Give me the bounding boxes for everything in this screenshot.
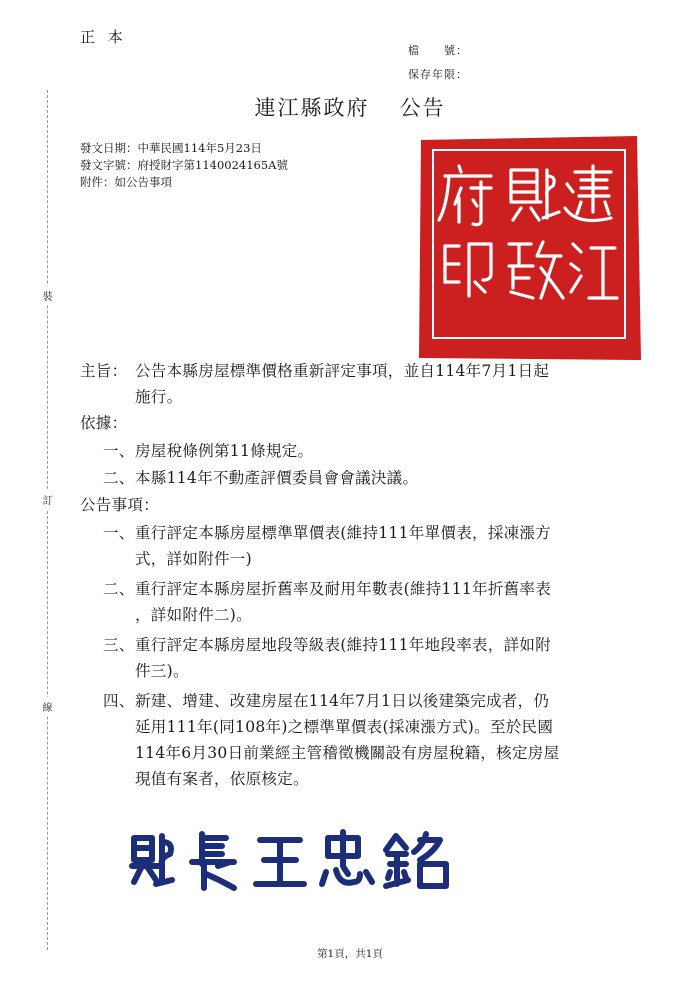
binding-mark: 裝 [41,286,54,305]
official-seal-stamp [415,132,643,364]
announcement-item-line: 件三)。 [135,662,189,680]
subject-label: 主旨： [80,362,128,380]
basis-item-text: 本縣114年不動產評價委員會會議決議。 [135,469,419,487]
binding-mark: 訂 [41,490,54,509]
basis-item-number: 二、 [103,469,135,487]
agency-name: 連江縣政府 [254,96,370,120]
page-number: 第1頁，共1頁 [317,948,383,960]
binding-mark: 線 [41,697,54,716]
announcement-item-number: 一、 [103,524,135,542]
announcement-item-line: 114年6月30日前業經主管稽徵機關設有房屋稅籍，核定房屋 [135,744,560,762]
announcement-item-line: ，詳如附件二)。 [135,606,252,624]
subject-line: 公告本縣房屋標準價格重新評定事項，並自114年7月1日起 [135,362,550,380]
announcement-item-line: 新建、增建、改建房屋在114年7月1日以後建築完成者，仍 [135,692,550,710]
attachment-note: 附件：如公告事項 [80,175,172,189]
document-type: 公告 [399,96,446,120]
announcement-item-number: 四、 [103,692,135,710]
issue-date: 發文日期：中華民國114年5月23日 [80,141,262,155]
announcement-item-line: 重行評定本縣房屋折舊率及耐用年數表(維持111年折舊率表 [135,580,552,598]
reference-number: 發文字號：府授財字第1140024165A號 [80,158,288,172]
basis-label: 依據： [80,414,128,432]
basis-item-text: 房屋稅條例第11條規定。 [135,442,314,460]
announcement-item-line: 延用111年(同108年)之標準單價表(採凍漲方式)。至於民國 [135,718,554,736]
magistrate-signature [128,828,458,894]
announcement-item-line: 現值有案者，依原核定。 [135,770,309,788]
announcement-item-line: 重行評定本縣房屋標準單價表(維持111年單價表，採凍漲方 [135,524,552,542]
subject-line: 施行。 [135,388,183,406]
retention-period-label: 保存年限： [408,68,468,81]
file-number-label: 檔 號： [408,44,468,57]
announcement-item-line: 式，詳如附件一) [135,550,252,568]
announcement-label: 公告事項： [80,496,160,514]
document-title [0,92,700,122]
announcement-item-line: 重行評定本縣房屋地段等級表(維持111年地段率表，詳如附 [135,636,552,654]
basis-item-number: 一、 [103,442,135,460]
announcement-item-number: 三、 [103,636,135,654]
binding-line [47,90,48,950]
announcement-item-number: 二、 [103,580,135,598]
original-copy-mark: 正 本 [80,28,127,46]
